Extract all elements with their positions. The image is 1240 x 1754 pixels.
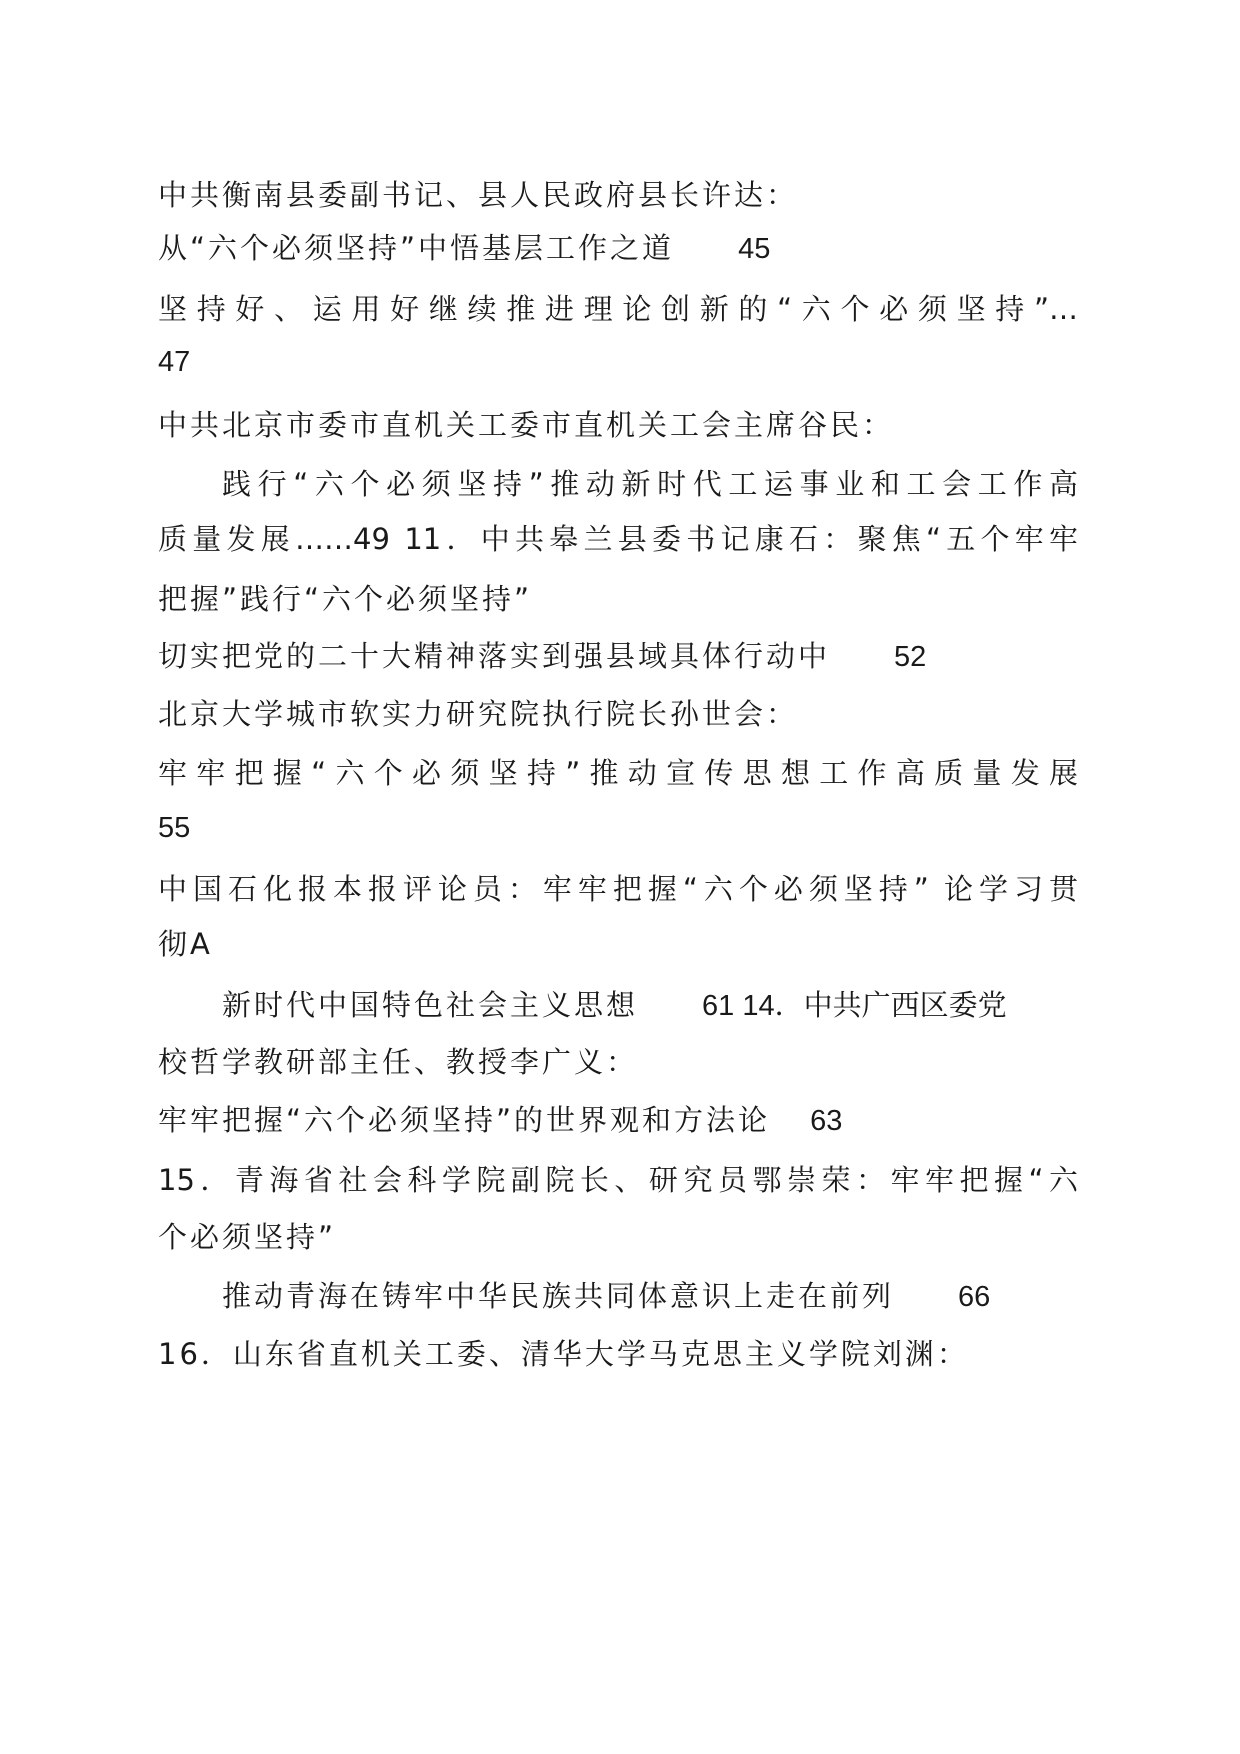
toc-entry-title[interactable]: 质量发展……49 11．中共皋兰县委书记康石：聚焦“五个牢牢 xyxy=(158,522,1078,556)
toc-entry-title: 推动青海在铸牢中华民族共同体意识上走在前列 xyxy=(222,1279,895,1313)
toc-entry-title: 新时代中国特色社会主义思想 xyxy=(222,988,639,1022)
toc-entry[interactable] xyxy=(158,1100,1078,1141)
toc-page-number: 61 14．中共广西区委党 xyxy=(702,990,1007,1022)
toc-entry-title[interactable]: 个必须坚持” xyxy=(158,1220,337,1254)
toc-line-author: 北京大学城市软实力研究院执行院长孙世会： xyxy=(158,697,799,731)
toc-page-number: 63 xyxy=(810,1105,843,1137)
toc-line-author: 校哲学教研部主任、教授李广义： xyxy=(158,1045,639,1079)
toc-line-author[interactable]: 15．青海省社会科学院副院长、研究员鄂崇荣：牢牢把握“六 xyxy=(158,1163,1078,1197)
toc-entry-title[interactable]: 中国石化报本报评论员：牢牢把握“六个必须坚持” 论学习贯 xyxy=(158,872,1078,906)
toc-entry[interactable] xyxy=(158,228,1078,269)
toc-entry-title: 从“六个必须坚持”中悟基层工作之道 xyxy=(158,231,675,265)
toc-entry-title[interactable]: 彻A xyxy=(158,927,213,961)
toc-entry-title[interactable]: 坚持好、运用好继续推进理论创新的“六个必须坚持”… xyxy=(158,292,1078,326)
toc-line-author: 中共北京市委市直机关工委市直机关工会主席谷民： xyxy=(158,408,895,442)
toc-entry[interactable] xyxy=(158,636,1078,677)
toc-line-author: 中共衡南县委副书记、县人民政府县长许达： xyxy=(158,178,799,212)
toc-entry[interactable] xyxy=(222,1276,1078,1317)
toc-entry-title[interactable]: 践行“六个必须坚持”推动新时代工运事业和工会工作高 xyxy=(222,467,1078,501)
toc-line-author: 16．山东省直机关工委、清华大学马克思主义学院刘渊： xyxy=(158,1337,969,1371)
toc-page-number: 52 xyxy=(894,641,927,673)
toc-page-number: 47 xyxy=(158,346,191,378)
toc-entry-title: 切实把党的二十大精神落实到强县域具体行动中 xyxy=(158,639,831,673)
toc-page-number: 66 xyxy=(958,1281,991,1313)
toc-entry-title[interactable]: 牢牢把握“六个必须坚持”推动宣传思想工作高质量发展 xyxy=(158,756,1078,790)
toc-entry-title[interactable]: 把握”践行“六个必须坚持” xyxy=(158,582,533,616)
toc-page-number: 45 xyxy=(738,233,771,265)
toc-entry[interactable] xyxy=(222,985,1078,1026)
toc-page-number: 55 xyxy=(158,812,191,844)
toc-entry-title: 牢牢把握“六个必须坚持”的世界观和方法论 xyxy=(158,1103,771,1137)
